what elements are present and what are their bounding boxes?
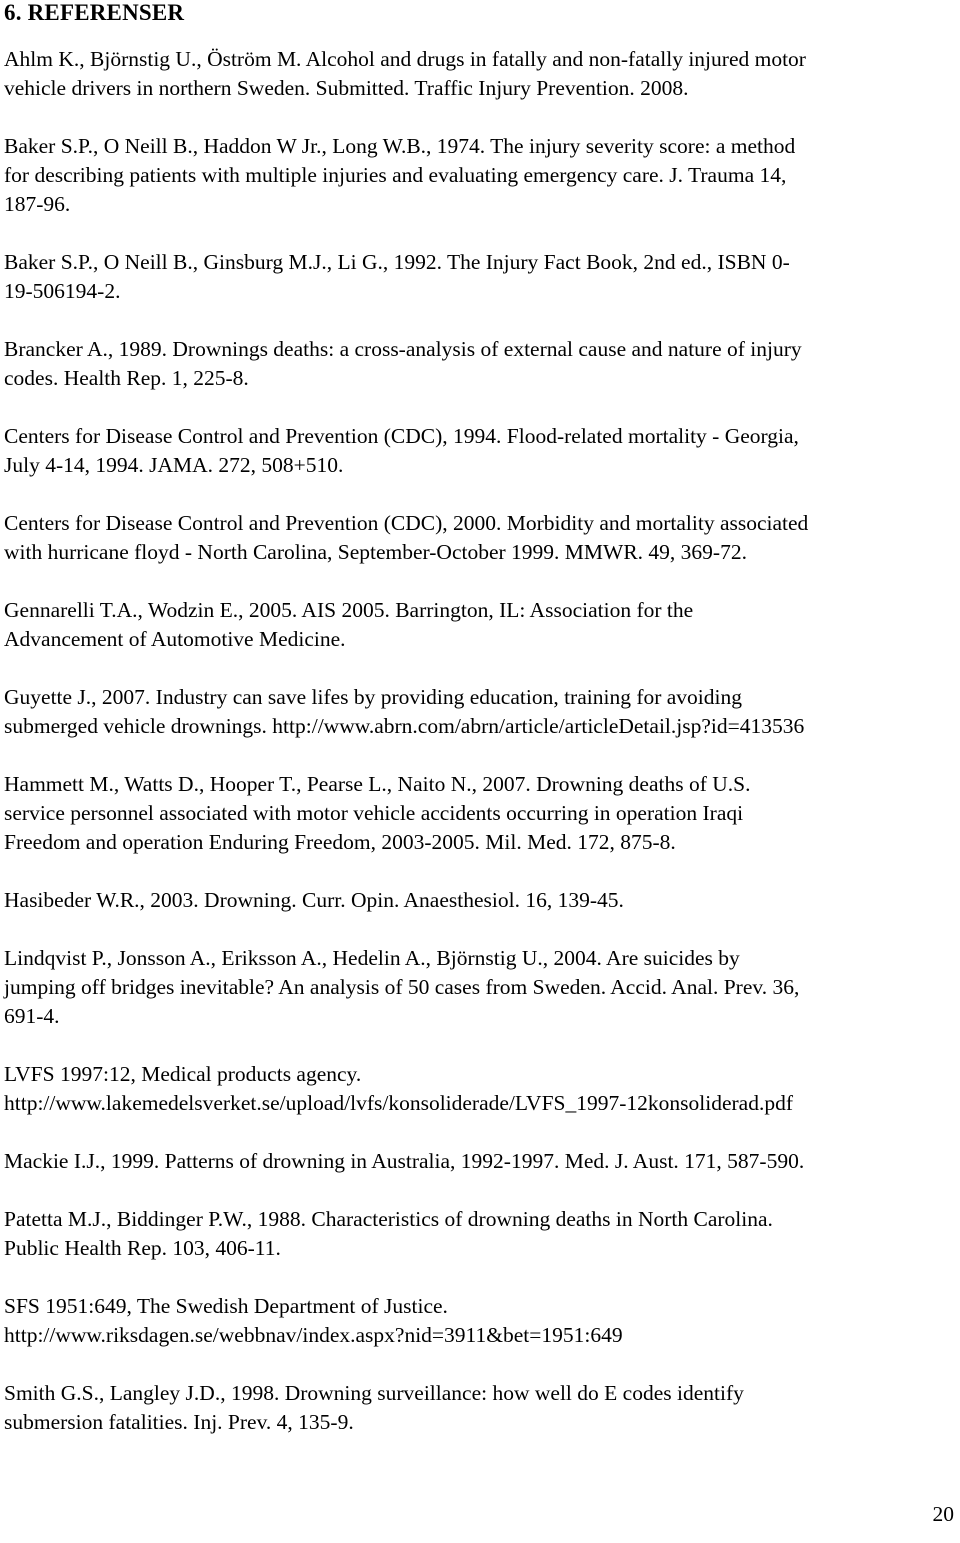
- reference-item: Hammett M., Watts D., Hooper T., Pearse L., Naito N., 2007. Drowning deaths of U.S. service personnel associated with motor vehicle accidents occurring in operation Iraqi Freedom and operation Enduring Freedom, 2003-2005. Mil. Med. 172, 875-8.: [4, 772, 751, 854]
- reference-item: Guyette J., 2007. Industry can save lifes by providing education, training for avoiding submerged vehicle drownings. http://www.abrn.com/abrn/article/articleDetail.jsp?id=413536: [4, 685, 805, 738]
- reference-item: LVFS 1997:12, Medical products agency. http://www.lakemedelsverket.se/upload/lvfs/konsoliderade/LVFS_1997-12konsoliderad.pdf: [4, 1062, 794, 1115]
- page-number: 20: [932, 1502, 954, 1526]
- reference-item: Gennarelli T.A., Wodzin E., 2005. AIS 2005. Barrington, IL: Association for the Advancement of Automotive Medicine.: [4, 598, 694, 651]
- document-page: [4, 0, 954, 1466]
- reference-item: Centers for Disease Control and Prevention (CDC), 1994. Flood-related mortality - Georgia, July 4-14, 1994. JAMA. 272, 508+510.: [4, 424, 799, 477]
- reference-item: Patetta M.J., Biddinger P.W., 1988. Characteristics of drowning deaths in North Carolina. Public Health Rep. 103, 406-11.: [4, 1207, 773, 1260]
- reference-item: Baker S.P., O Neill B., Ginsburg M.J., Li G., 1992. The Injury Fact Book, 2nd ed., ISBN 0- 19-506194-2.: [4, 250, 790, 303]
- reference-item: Ahlm K., Björnstig U., Öström M. Alcohol and drugs in fatally and non-fatally injured motor vehicle drivers in northern Sweden. Submitted. Traffic Injury Prevention. 2008.: [4, 47, 806, 100]
- reference-item: Hasibeder W.R., 2003. Drowning. Curr. Opin. Anaesthesiol. 16, 139-45.: [4, 888, 624, 912]
- reference-item: Smith G.S., Langley J.D., 1998. Drowning surveillance: how well do E codes identify submersion fatalities. Inj. Prev. 4, 135-9.: [4, 1381, 744, 1434]
- reference-item: Mackie I.J., 1999. Patterns of drowning in Australia, 1992-1997. Med. J. Aust. 171, 587-590.: [4, 1149, 805, 1173]
- reference-item: Brancker A., 1989. Drownings deaths: a cross-analysis of external cause and nature of injury codes. Health Rep. 1, 225-8.: [4, 337, 802, 390]
- section-title: 6. REFERENSER: [4, 0, 185, 25]
- reference-item: SFS 1951:649, The Swedish Department of Justice. http://www.riksdagen.se/webbnav/index.aspx?nid=3911&bet=1951:649: [4, 1294, 623, 1347]
- reference-item: Centers for Disease Control and Prevention (CDC), 2000. Morbidity and mortality associated with hurricane floyd - North Carolina, September-October 1999. MMWR. 49, 369-72.: [4, 511, 809, 564]
- reference-item: Baker S.P., O Neill B., Haddon W Jr., Long W.B., 1974. The injury severity score: a method for describing patients with multiple injuries and evaluating emergency care. J. Trauma 14, 187-96.: [4, 134, 796, 216]
- reference-item: Lindqvist P., Jonsson A., Eriksson A., Hedelin A., Björnstig U., 2004. Are suicides by jumping off bridges inevitable? An analysis of 50 cases from Sweden. Accid. Anal. Prev. 36, 691-4.: [4, 946, 800, 1028]
- reference-list: [4, 45, 954, 1437]
